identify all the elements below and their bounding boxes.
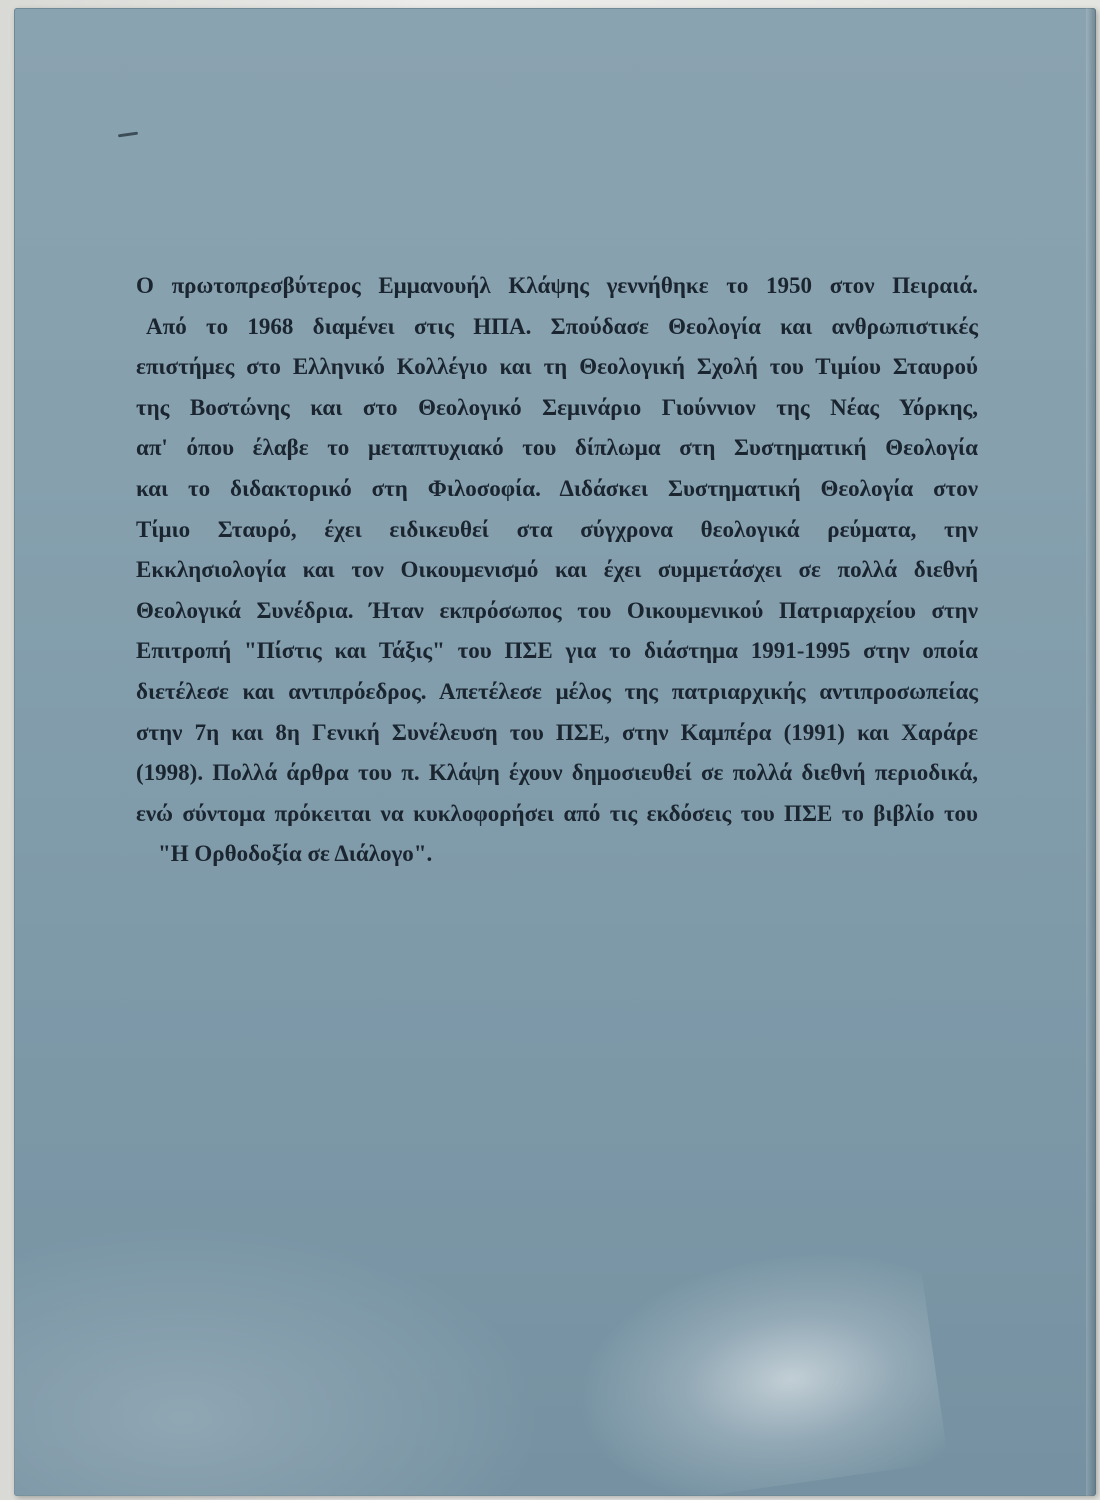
light-reflection — [14, 1208, 574, 1496]
cover-scuff-mark — [118, 132, 138, 138]
author-biography — [136, 266, 978, 875]
bio-line: διετέλεσε και αντιπρόεδρος. Απετέλεσε μέλος της πατριαρχικής αντιπροσωπείας — [136, 678, 978, 704]
cover-edge — [1086, 8, 1096, 1496]
bio-line: Επιτροπή "Πίστις και Τάξις" του ΠΣΕ για το διάστημα 1991-1995 στην οποία — [136, 638, 978, 664]
bio-line: απ' όπου έλαβε το μεταπτυχιακό του δίπλωμα στη Συστηματική Θεολογία — [136, 435, 978, 461]
bio-line: της Βοστώνης και στο Θεολογικό Σεμινάριο Γιούννιον της Νέας Υόρκης, — [136, 394, 978, 420]
bio-line: Από το 1968 διαμένει στις ΗΠΑ. Σπούδασε Θεολογία και ανθρωπιστικές — [146, 313, 978, 339]
bio-line: ενώ σύντομα πρόκειται να κυκλοφορήσει από τις εκδόσεις του ΠΣΕ το βιβλίο του — [136, 800, 978, 826]
bio-line: "Η Ορθοδοξία σε Διάλογο". — [158, 841, 433, 867]
bio-line: Θεολογικά Συνέδρια. Ήταν εκπρόσωπος του Οικουμενικού Πατριαρχείου στην — [136, 597, 978, 623]
bio-line: Εκκλησιολογία και τον Οικουμενισμό και έχει συμμετάσχει σε πολλά διεθνή — [136, 557, 978, 583]
bio-line: επιστήμες στο Ελληνικό Κολλέγιο και τη Θεολογική Σχολή του Τιμίου Σταυρού — [136, 354, 978, 380]
bio-line: (1998). Πολλά άρθρα του π. Κλάψη έχουν δημοσιευθεί σε πολλά διεθνή περιοδικά, — [136, 760, 978, 786]
bio-line: Ο πρωτοπρεσβύτερος Εμμανουήλ Κλάψης γεννήθηκε το 1950 στον Πειραιά. — [136, 273, 978, 298]
light-reflection — [560, 1234, 949, 1496]
book-back-cover — [14, 8, 1096, 1496]
bio-line: Τίμιο Σταυρό, έχει ειδικευθεί στα σύγχρονα θεολογικά ρεύματα, την — [136, 516, 978, 542]
bio-line: και το διδακτορικό στη Φιλοσοφία. Διδάσκει Συστηματική Θεολογία στον — [136, 475, 978, 501]
bio-line: στην 7η και 8η Γενική Συνέλευση του ΠΣΕ, στην Καμπέρα (1991) και Χαράρε — [136, 719, 978, 745]
